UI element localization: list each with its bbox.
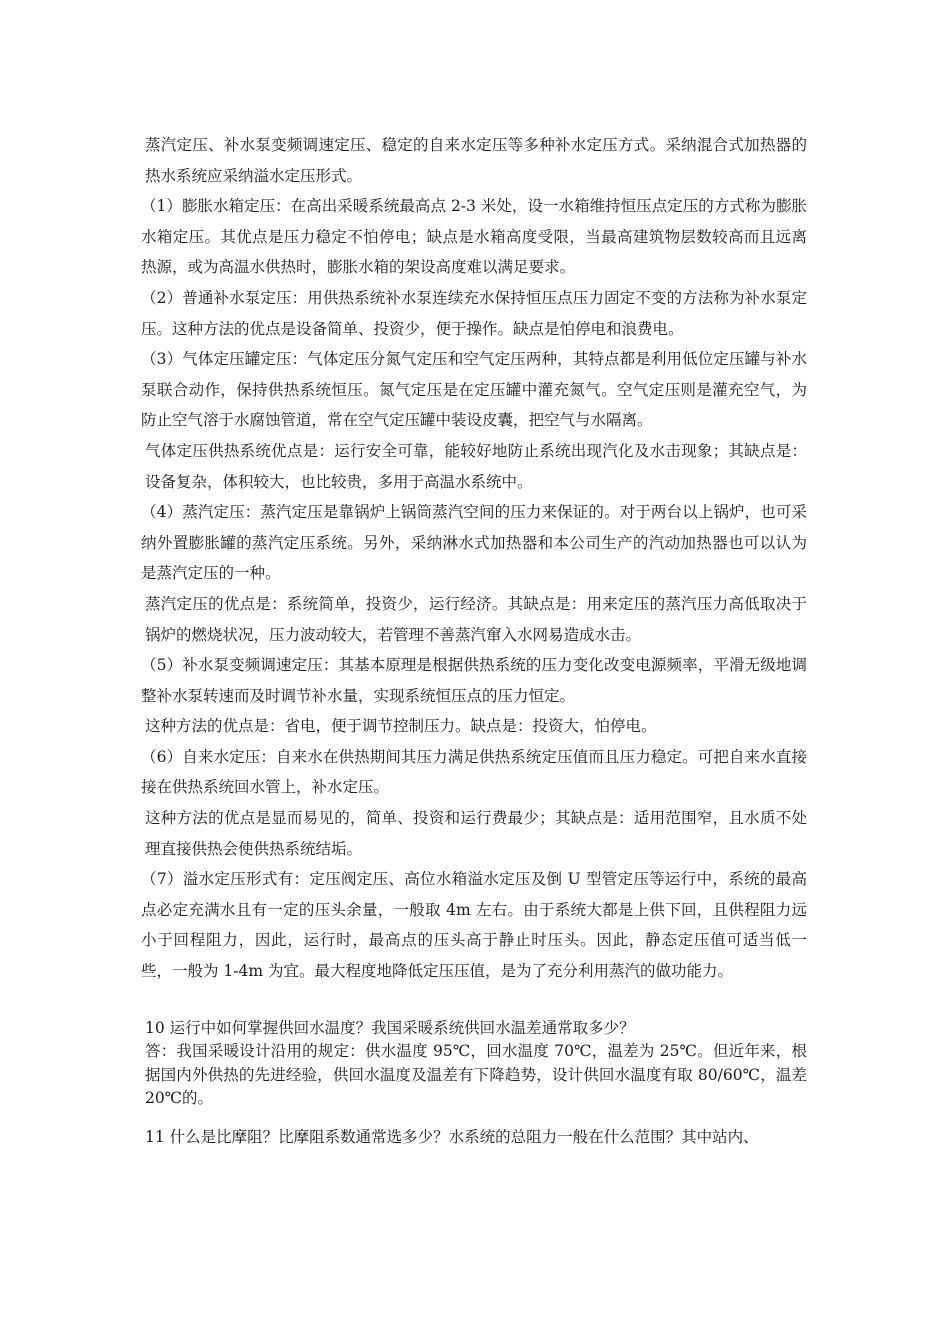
question-11: 11 什么是比摩阻？比摩阻系数通常选多少？水系统的总阻力一般在什么范围？其中站内、 xyxy=(145,1127,759,1146)
paragraph-vfd-pump: （5）补水泵变频调速定压：其基本原理是根据供热系统的压力变化改变电源频率，平滑无级地调整补水泵转速而及时调节补水量，实现系统恒压点的压力恒定。 xyxy=(141,656,807,705)
paragraph-steam-pros-cons: 蒸汽定压的优点是：系统简单，投资少，运行经济。其缺点是：用来定压的蒸汽压力高低取决于锅炉的燃烧状况，压力波动较大，若管理不善蒸汽窜入水网易造成水击。 xyxy=(145,594,807,644)
paragraph-intro: 蒸汽定压、补水泵变频调速定压、稳定的自来水定压等多种补水定压方式。采纳混合式加热器的热水系统应采纳溢水定压形式。 xyxy=(145,136,807,185)
paragraph-overflow: （7）溢水定压形式有：定压阀定压、高位水箱溢水定压及倒 U 型管定压等运行中，系统的最高点必定充满水且有一定的压头余量，一般取 4m 左右。由于系统大都是上供下回，且供程阻力远小于回程阻力，因此，运行时，最高点的压头高于静止时压头。因此，静态定压值可适当低一些，一般为 1-4m 为宜。最大程度地降低定压压值，是为了充分利用蒸汽的做功能力。 xyxy=(141,870,807,981)
paragraph-tap-water-pros-cons: 这种方法的优点是显而易见的，简单、投资和运行费最少；其缺点是：适用范围窄，且水质不处理直接供热会使供热系统结垢。 xyxy=(145,809,807,858)
paragraph-steam: （4）蒸汽定压：蒸汽定压是靠锅炉上锅筒蒸汽空间的压力来保证的。对于两台以上锅炉，也可采纳外置膨胀罐的蒸汽定压系统。另外，采纳淋水式加热器和本公司生产的汽动加热器也可以认为是蒸汽定压的一种。 xyxy=(141,503,807,583)
paragraph-tap-water: （6）自来水定压：自来水在供热期间其压力满足供热系统定压值而且压力稳定。可把自来水直接接在供热系统回水管上，补水定压。 xyxy=(141,747,807,797)
section-gap xyxy=(145,987,807,1017)
paragraph-makeup-pump: （2）普通补水泵定压：用供热系统补水泵连续充水保持恒压点压力固定不变的方法称为补水泵定压。这种方法的优点是设备简单、投资少，便于操作。缺点是怕停电和浪费电。 xyxy=(141,288,807,338)
paragraph-expansion-tank: （1）膨胀水箱定压：在高出采暖系统最高点 2-3 米处，设一水箱维持恒压点定压的方式称为膨胀水箱定压。其优点是压力稳定不怕停电；缺点是水箱高度受限，当最高建筑物层数较高而且远离热源，或为高温水供热时，膨胀水箱的架设高度难以满足要求。 xyxy=(141,197,807,277)
answer-10: 答：我国采暖设计沿用的规定：供水温度 95℃，回水温度 70℃，温差为 25℃。但近年来，根据国内外供热的先进经验，供回水温度及温差有下降趋势，设计供回水温度有取 80/60℃，温差 20℃的。 xyxy=(145,1042,807,1108)
section-gap xyxy=(145,1111,807,1126)
section-q11 xyxy=(145,1126,807,1150)
paragraph-gas-tank-pros-cons: 气体定压供热系统优点是：运行安全可靠，能较好地防止系统出现汽化及水击现象；其缺点是：设备复杂，体积较大，也比较贵，多用于高温水系统中。 xyxy=(145,441,807,491)
document-page xyxy=(141,130,807,1149)
section-q10 xyxy=(145,1017,807,1111)
paragraph-gas-tank: （3）气体定压罐定压：气体定压分氮气定压和空气定压两种，其特点都是利用低位定压罐与补水泵联合动作，保持供热系统恒压。氮气定压是在定压罐中灌充氮气。空气定压则是灌充空气，为防止空气溶于水腐蚀管道，常在空气定压罐中装设皮囊，把空气与水隔离。 xyxy=(141,350,807,430)
question-10: 10 运行中如何掌握供回水温度？我国采暖系统供回水温差通常取多少？ xyxy=(145,1018,635,1037)
section-pressure-methods xyxy=(141,130,807,987)
paragraph-vfd-pros-cons: 这种方法的优点是：省电，便于调节控制压力。缺点是：投资大，怕停电。 xyxy=(145,717,657,736)
